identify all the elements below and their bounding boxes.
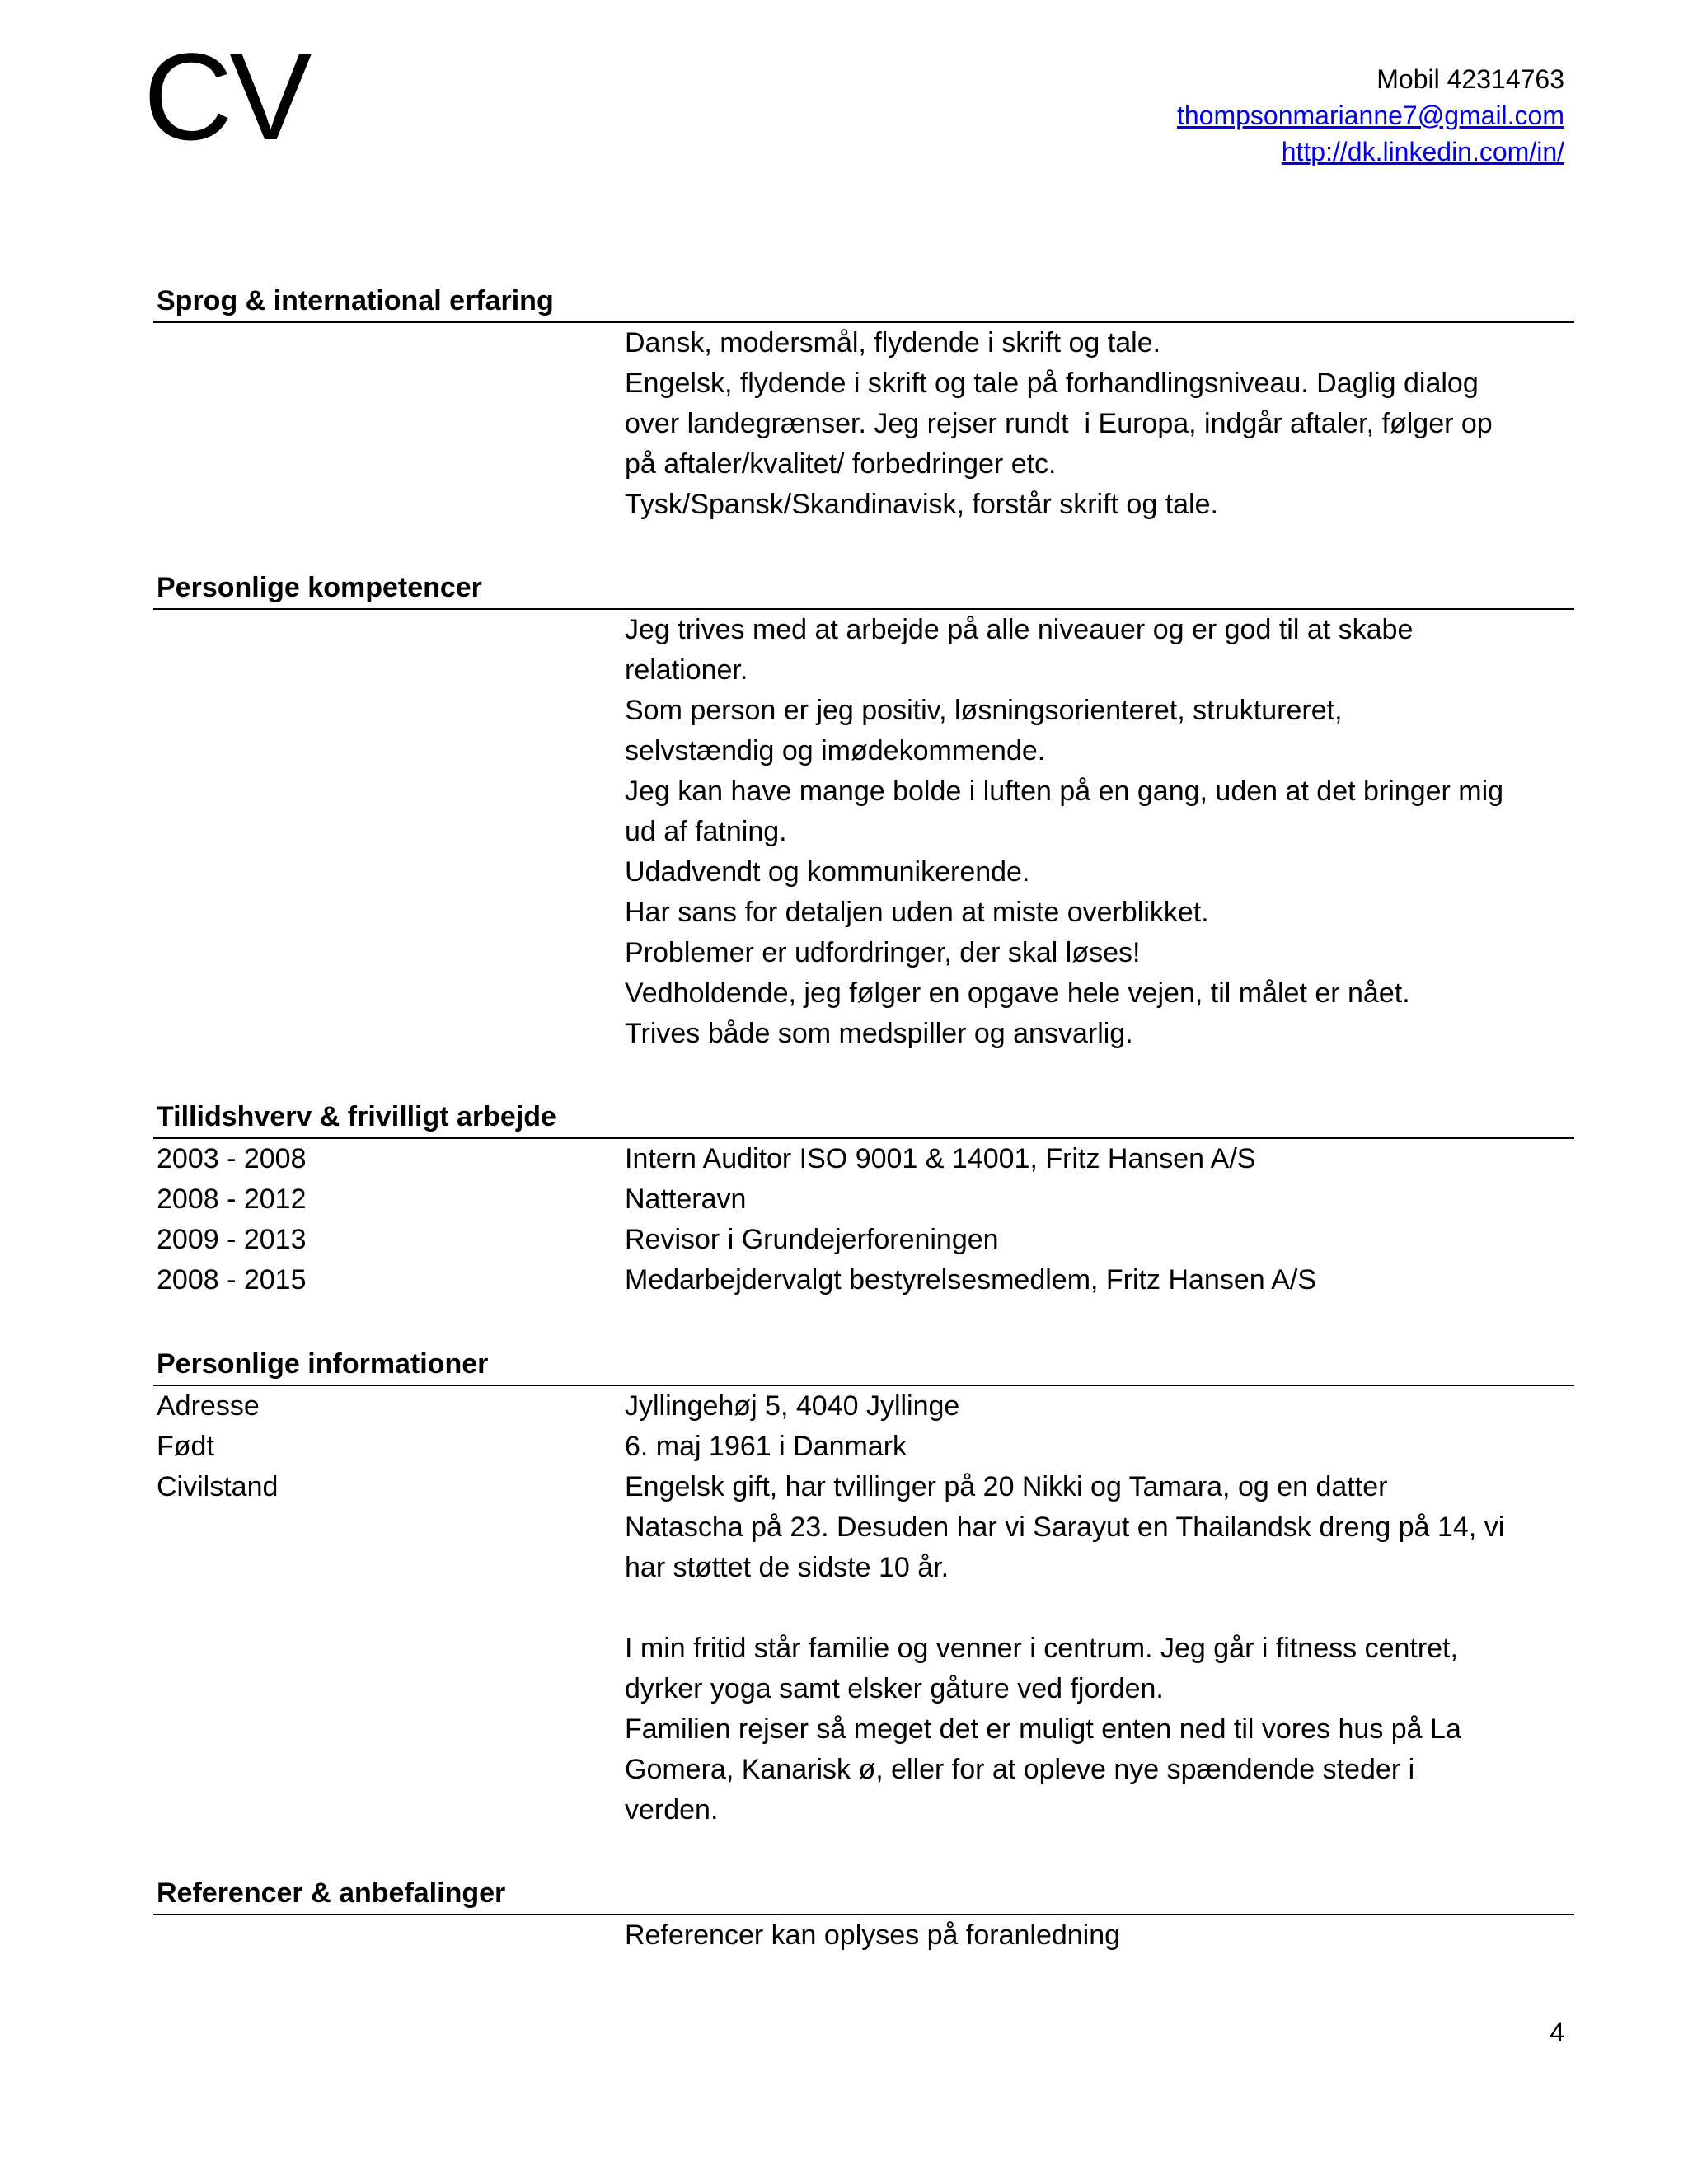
- volunteer-row: [153, 1260, 1574, 1301]
- linkedin-link[interactable]: http://dk.linkedin.com/in/: [1281, 137, 1564, 166]
- hobby-line: dyrker yoga samt elsker gåture ved fjorden.: [625, 1673, 1164, 1704]
- section-personal: [153, 1345, 1574, 1830]
- personal-row-civil: [153, 1467, 1574, 1830]
- hobby-line: verden.: [625, 1794, 719, 1825]
- civil-label: Civilstand: [157, 1471, 279, 1502]
- born-label: Født: [157, 1431, 214, 1462]
- volunteer-row: [153, 1139, 1574, 1179]
- born-value: 6. maj 1961 i Danmark: [625, 1431, 907, 1462]
- address-value: Jyllingehøj 5, 4040 Jyllinge: [625, 1390, 960, 1422]
- hobby-line: I min fritid står familie og venner i centrum. Jeg går i fitness centret,: [625, 1633, 1458, 1664]
- volunteer-text: Natteravn: [625, 1183, 747, 1215]
- volunteer-text: Revisor i Grundejerforeningen: [625, 1224, 999, 1255]
- references-row: [153, 1915, 1574, 1956]
- competence-line: Jeg kan have mange bolde i luften på en gang, uden at det bringer mig: [625, 776, 1504, 807]
- page-number: 4: [1550, 2018, 1564, 2047]
- section-title-personal: Personlige informationer: [157, 1348, 489, 1380]
- competence-line: Har sans for detaljen uden at miste overblikket.: [625, 897, 1209, 928]
- phone-number: Mobil 42314763: [1376, 64, 1564, 94]
- section-languages: [153, 282, 1574, 525]
- language-line: Engelsk, flydende i skrift og tale på forhandlingsniveau. Daglig dialog: [625, 368, 1479, 399]
- section-title-volunteer: Tillidshverv & frivilligt arbejde: [157, 1101, 556, 1132]
- volunteer-years: 2008 - 2012: [157, 1183, 307, 1215]
- competence-line: Problemer er udfordringer, der skal løses!: [625, 937, 1141, 968]
- section-volunteer: [153, 1098, 1574, 1301]
- competence-line: Trives både som medspiller og ansvarlig.: [625, 1018, 1133, 1049]
- languages-row: [153, 323, 1574, 525]
- section-title-competences: Personlige kompetencer: [157, 572, 482, 603]
- section-title-languages: Sprog & international erfaring: [157, 285, 554, 316]
- personal-row-address: [153, 1386, 1574, 1427]
- civil-line: har støttet de sidste 10 år.: [625, 1552, 950, 1583]
- section-competences: [153, 569, 1574, 1054]
- volunteer-years: 2008 - 2015: [157, 1264, 307, 1296]
- volunteer-years: 2003 - 2008: [157, 1143, 307, 1174]
- volunteer-row: [153, 1220, 1574, 1260]
- language-line: Dansk, modersmål, flydende i skrift og tale.: [625, 327, 1161, 359]
- civil-line: Natascha på 23. Desuden har vi Sarayut en Thailandsk dreng på 14, vi: [625, 1511, 1505, 1543]
- language-line: på aftaler/kvalitet/ forbedringer etc.: [625, 448, 1057, 480]
- hobby-line: Gomera, Kanarisk ø, eller for at opleve nye spændende steder i: [625, 1754, 1415, 1785]
- email-link[interactable]: thompsonmarianne7@gmail.com: [1176, 101, 1564, 130]
- personal-row-born: [153, 1427, 1574, 1467]
- competence-line: Udadvendt og kommunikerende.: [625, 856, 1030, 888]
- contact-block: [1177, 61, 1564, 170]
- volunteer-years: 2009 - 2013: [157, 1224, 307, 1255]
- language-line: Tysk/Spansk/Skandinavisk, forstår skrift og tale.: [625, 489, 1218, 520]
- hobby-line: Familien rejser så meget det er muligt enten ned til vores hus på La: [625, 1713, 1461, 1745]
- competence-line: selvstændig og imødekommende.: [625, 735, 1046, 766]
- competence-line: Vedholdende, jeg følger en opgave hele vejen, til målet er nået.: [625, 977, 1410, 1009]
- competence-line: ud af fatning.: [625, 816, 787, 847]
- address-label: Adresse: [157, 1390, 260, 1422]
- language-line: over landegrænser. Jeg rejser rundt i Europa, indgår aftaler, følger op: [625, 408, 1493, 439]
- volunteer-row: [153, 1179, 1574, 1220]
- competence-line: Jeg trives med at arbejde på alle niveauer og er god til at skabe: [625, 614, 1414, 645]
- section-title-references: Referencer & anbefalinger: [157, 1877, 506, 1909]
- competence-line: Som person er jeg positiv, løsningsorienteret, struktureret,: [625, 695, 1343, 726]
- section-references: [153, 1874, 1574, 1956]
- references-text: Referencer kan oplyses på foranledning: [625, 1919, 1121, 1951]
- civil-line: Engelsk gift, har tvillinger på 20 Nikki og Tamara, og en datter: [625, 1471, 1388, 1502]
- competences-row: [153, 610, 1574, 1054]
- competence-line: relationer.: [625, 654, 748, 686]
- volunteer-text: Medarbejdervalgt bestyrelsesmedlem, Fritz Hansen A/S: [625, 1264, 1317, 1296]
- volunteer-text: Intern Auditor ISO 9001 & 14001, Fritz Hansen A/S: [625, 1143, 1256, 1174]
- cv-title: CV: [143, 27, 309, 166]
